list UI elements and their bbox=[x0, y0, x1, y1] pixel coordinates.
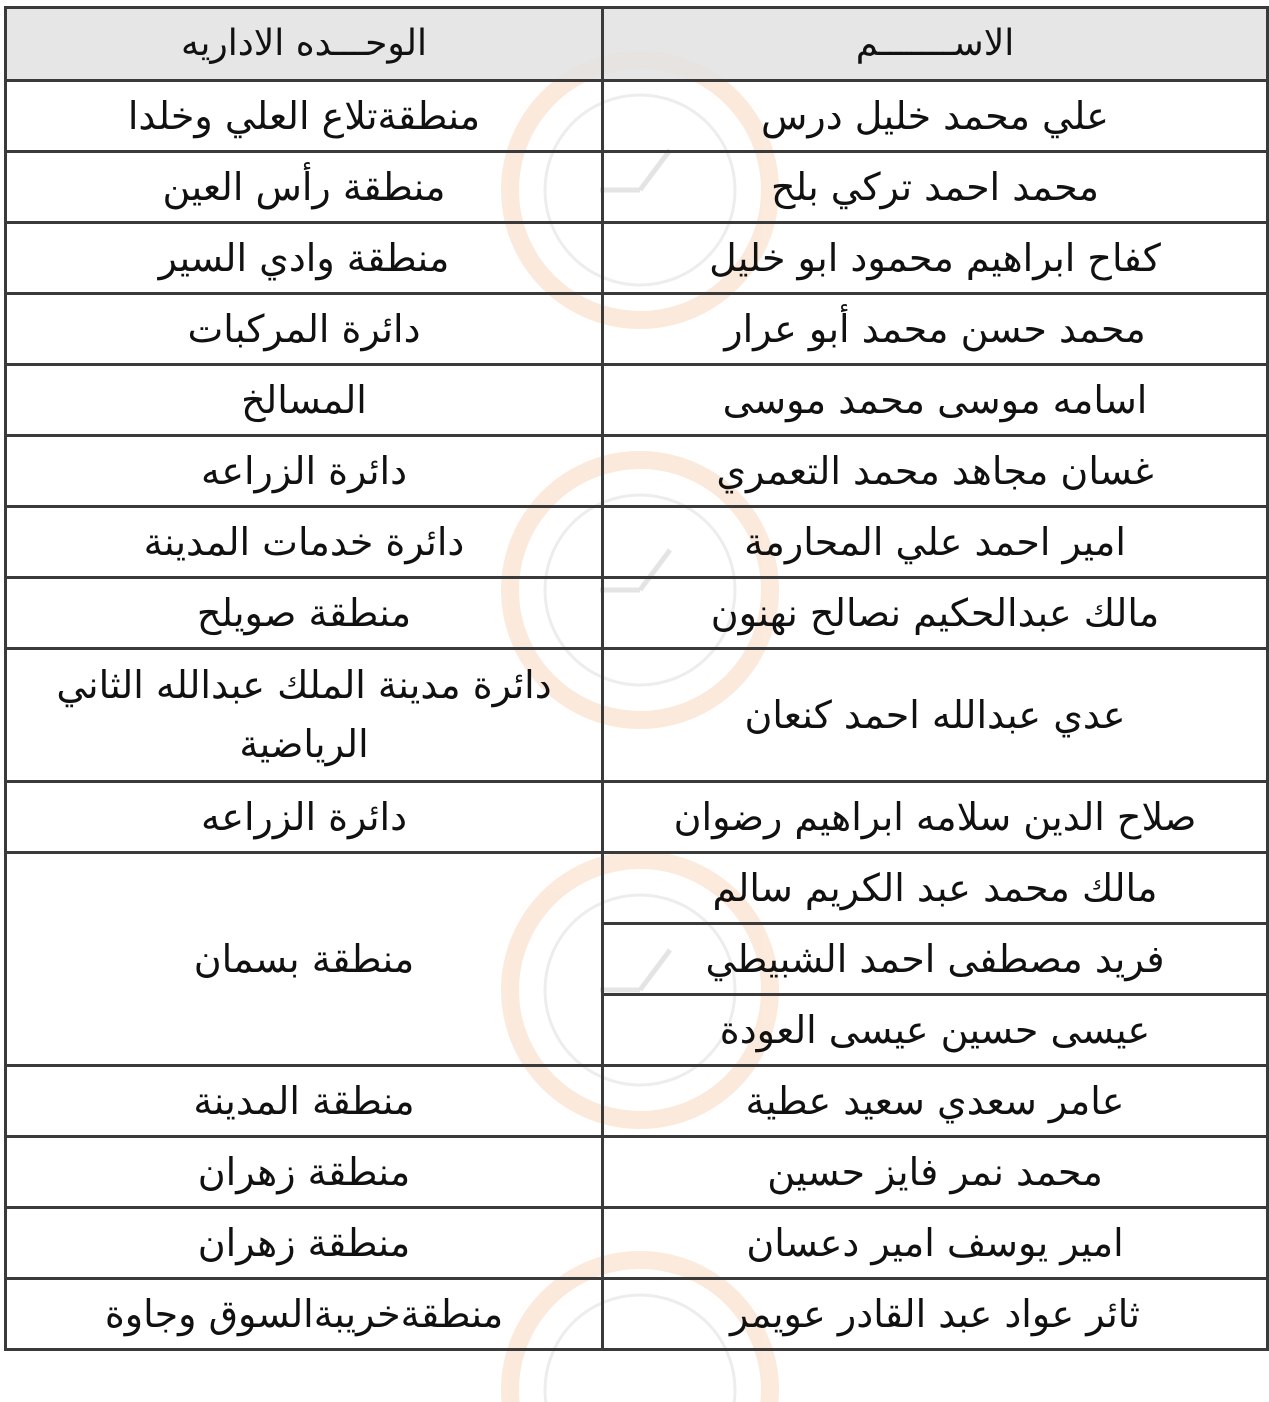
cell-unit: منطقةتلاع العلي وخلدا bbox=[6, 81, 603, 152]
table-row bbox=[6, 81, 1268, 152]
cell-unit-merged: منطقة بسمان bbox=[6, 853, 603, 1066]
table-row bbox=[6, 1208, 1268, 1279]
cell-unit: منطقة المدينة bbox=[6, 1066, 603, 1137]
cell-name: محمد حسن محمد أبو عرار bbox=[603, 294, 1268, 365]
cell-name: غسان مجاهد محمد التعمري bbox=[603, 436, 1268, 507]
table-row bbox=[6, 436, 1268, 507]
cell-unit: منطقة رأس العين bbox=[6, 152, 603, 223]
table-header-row bbox=[6, 8, 1268, 81]
cell-name: صلاح الدين سلامه ابراهيم رضوان bbox=[603, 782, 1268, 853]
table-row bbox=[6, 1279, 1268, 1350]
header-unit: الوحـــده الاداريه bbox=[6, 8, 603, 81]
cell-name: محمد نمر فايز حسين bbox=[603, 1137, 1268, 1208]
cell-name: امير احمد علي المحارمة bbox=[603, 507, 1268, 578]
cell-name: كفاح ابراهيم محمود ابو خليل bbox=[603, 223, 1268, 294]
cell-name: عامر سعدي سعيد عطية bbox=[603, 1066, 1268, 1137]
cell-name: فريد مصطفى احمد الشبيطي bbox=[603, 924, 1268, 995]
cell-unit: دائرة المركبات bbox=[6, 294, 603, 365]
cell-name: مالك عبدالحكيم نصالح نهنون bbox=[603, 578, 1268, 649]
table-row bbox=[6, 649, 1268, 782]
table-row bbox=[6, 1066, 1268, 1137]
table-row bbox=[6, 294, 1268, 365]
table-row bbox=[6, 578, 1268, 649]
cell-name: ثائر عواد عبد القادر عويمر bbox=[603, 1279, 1268, 1350]
cell-unit: دائرة خدمات المدينة bbox=[6, 507, 603, 578]
header-name: الاســـــــم bbox=[603, 8, 1268, 81]
cell-name: عيسى حسين عيسى العودة bbox=[603, 995, 1268, 1066]
cell-name: امير يوسف امير دعسان bbox=[603, 1208, 1268, 1279]
table-row bbox=[6, 853, 1268, 924]
cell-name: اسامه موسى محمد موسى bbox=[603, 365, 1268, 436]
table-row bbox=[6, 1137, 1268, 1208]
cell-unit: منطقةخريبةالسوق وجاوة bbox=[6, 1279, 603, 1350]
cell-unit: منطقة صويلح bbox=[6, 578, 603, 649]
cell-name: محمد احمد تركي بلح bbox=[603, 152, 1268, 223]
cell-unit: منطقة زهران bbox=[6, 1137, 603, 1208]
table-row bbox=[6, 507, 1268, 578]
cell-unit: دائرة الزراعه bbox=[6, 436, 603, 507]
table-row bbox=[6, 782, 1268, 853]
cell-unit: دائرة الزراعه bbox=[6, 782, 603, 853]
cell-name: عدي عبدالله احمد كنعان bbox=[603, 649, 1268, 782]
table-row bbox=[6, 365, 1268, 436]
cell-unit: منطقة زهران bbox=[6, 1208, 603, 1279]
table-row bbox=[6, 152, 1268, 223]
cell-unit: منطقة وادي السير bbox=[6, 223, 603, 294]
cell-name: مالك محمد عبد الكريم سالم bbox=[603, 853, 1268, 924]
cell-unit: المسالخ bbox=[6, 365, 603, 436]
cell-unit: دائرة مدينة الملك عبدالله الثاني الرياضية bbox=[6, 649, 603, 782]
table-row bbox=[6, 223, 1268, 294]
cell-name: علي محمد خليل درس bbox=[603, 81, 1268, 152]
officials-table bbox=[4, 6, 1269, 1351]
